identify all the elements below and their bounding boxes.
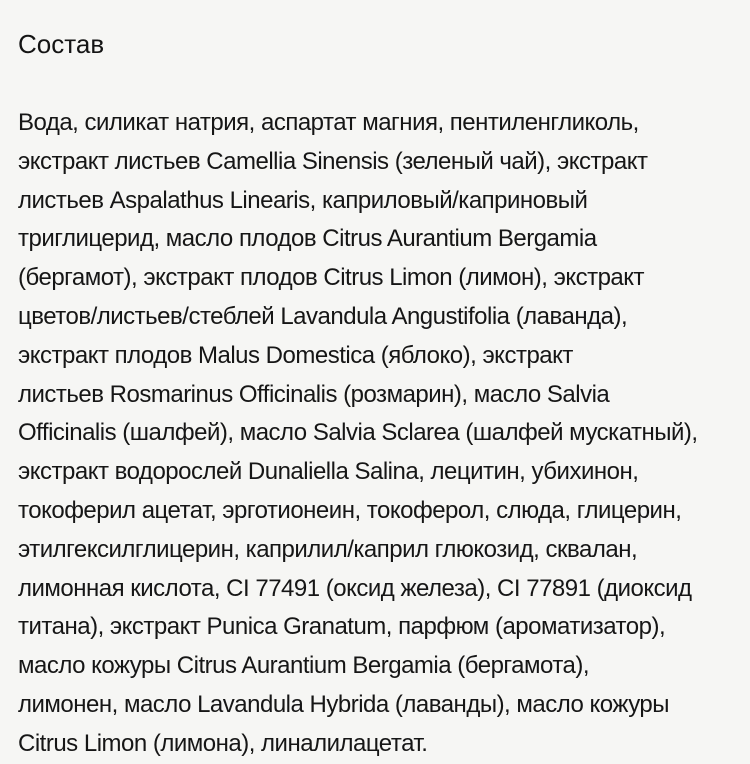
composition-line: листьев Aspalathus Linearis, каприловый/каприновый [18, 186, 588, 214]
composition-line: (бергамот), экстракт плодов Citrus Limon (лимон), экстракт [18, 264, 645, 292]
composition-line: экстракт водорослей Dunaliella Salina, лецитин, убихинон, [18, 458, 639, 486]
composition-line: экстракт плодов Malus Domestica (яблоко), экстракт [18, 341, 573, 369]
composition-line: Officinalis (шалфей), масло Salvia Sclarea (шалфей мускатный), [18, 419, 698, 447]
composition-heading: Состав [18, 29, 105, 59]
composition-line: Citrus Limon (лимона), линалилацетат. [18, 729, 428, 757]
composition-line: экстракт листьев Camellia Sinensis (зеленый чай), экстракт [18, 147, 648, 175]
composition-line: этилгексилглицерин, каприлил/каприл глюкозид, сквалан, [18, 535, 638, 563]
composition-line: триглицерид, масло плодов Citrus Aurantium Bergamia [18, 225, 597, 253]
composition-line: цветов/листьев/стеблей Lavandula Angustifolia (лаванда), [18, 302, 628, 330]
composition-line: токоферил ацетат, эрготионеин, токоферол, слюда, глицерин, [18, 496, 682, 524]
composition-line: лимонная кислота, CI 77491 (оксид железа), CI 77891 (диоксид [18, 574, 692, 602]
composition-line: лимонен, масло Lavandula Hybrida (лаванды), масло кожуры [18, 690, 670, 718]
composition-line: масло кожуры Citrus Aurantium Bergamia (бергамота), [18, 652, 590, 680]
composition-line: Вода, силикат натрия, аспартат магния, пентиленгликоль, [18, 109, 639, 136]
composition-text [18, 104, 732, 764]
composition-line: листьев Rosmarinus Officinalis (розмарин), масло Salvia [18, 380, 610, 408]
composition-line: титана), экстракт Punica Granatum, парфюм (ароматизатор), [18, 613, 666, 641]
